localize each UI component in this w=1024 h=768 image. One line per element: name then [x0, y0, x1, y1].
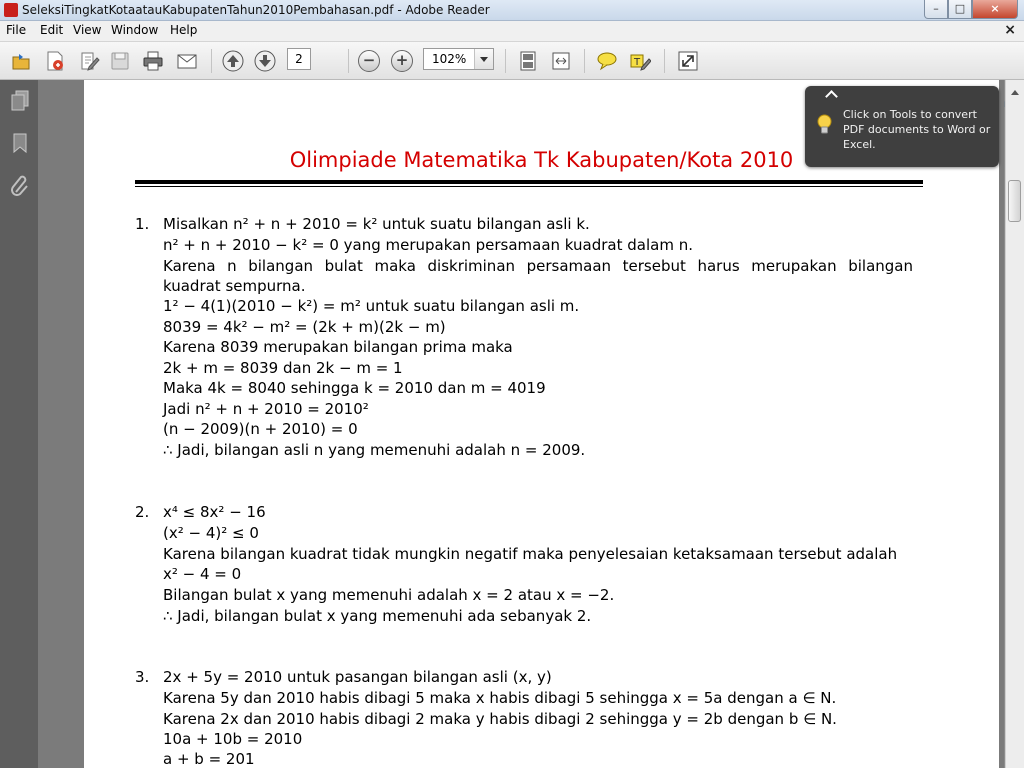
problem-line: Karena bilangan kuadrat tidak mungkin negatif maka penyelesaian ketaksamaan tersebut adalah — [163, 545, 898, 563]
toolbar-separator — [211, 49, 212, 73]
email-icon[interactable] — [176, 50, 198, 72]
problem-number: 3. — [135, 668, 150, 686]
scroll-thumb[interactable] — [1008, 180, 1021, 222]
title-bar — [0, 0, 1024, 21]
svg-text:T: T — [634, 57, 641, 68]
scroll-up-icon[interactable] — [1008, 82, 1022, 96]
problem-line: Bilangan bulat x yang memenuhi adalah x = 2 atau x = −2. — [163, 586, 615, 604]
problem-line: Karena 2x dan 2010 habis dibagi 2 maka y habis dibagi 2 sehingga y = 2b dengan b ∈ N. — [163, 710, 837, 728]
highlight-text-icon[interactable] — [629, 50, 651, 72]
open-file-icon[interactable] — [10, 50, 32, 72]
menu-help[interactable]: Help — [170, 23, 198, 37]
zoom-out-button[interactable]: − — [358, 50, 380, 72]
toolbar-separator — [505, 49, 506, 73]
window-title: SeleksiTingkatKotaatauKabupatenTahun2010Pembahasan.pdf - Adobe Reader — [22, 3, 490, 17]
document-title: Olimpiade Matematika Tk Kabupaten/Kota 2010 — [289, 148, 794, 172]
menu-window[interactable]: Window — [111, 23, 159, 37]
page-thumbnails-icon[interactable] — [10, 90, 30, 112]
next-page-icon[interactable] — [254, 50, 276, 72]
problem-line: Misalkan n² + n + 2010 = k² untuk suatu bilangan asli k. — [163, 215, 590, 233]
problem-number: 2. — [135, 503, 150, 521]
problem-line: Karena n bilangan bulat maka diskriminan persamaan tersebut harus merupakan bilangan — [163, 257, 913, 275]
menu-file[interactable]: File — [6, 23, 27, 37]
toolbar — [0, 42, 1024, 80]
problem-line: 2k + m = 8039 dan 2k − m = 1 — [163, 359, 403, 377]
print-icon[interactable] — [142, 50, 164, 72]
minimize-button[interactable]: – — [924, 0, 948, 19]
problem-line: Jadi n² + n + 2010 = 2010² — [163, 400, 369, 418]
close-document-icon[interactable]: × — [1004, 22, 1016, 38]
navigation-pane — [0, 80, 38, 768]
pdf-page — [84, 80, 999, 768]
problem-line: Karena 5y dan 2010 habis dibagi 5 maka x habis dibagi 5 sehingga x = 5a dengan a ∈ N. — [163, 689, 837, 707]
fit-width-icon[interactable] — [550, 50, 572, 72]
problem-line: (n − 2009)(n + 2010) = 0 — [163, 420, 358, 438]
vertical-scrollbar[interactable] — [1005, 80, 1024, 768]
close-window-button[interactable]: × — [972, 0, 1018, 19]
full-screen-icon[interactable] — [677, 50, 699, 72]
problem-conclusion: ∴ Jadi, bilangan asli n yang memenuhi adalah n = 2009. — [163, 441, 586, 459]
chevron-down-icon[interactable] — [474, 49, 493, 69]
problem-line: Karena 8039 merupakan bilangan prima maka — [163, 338, 513, 356]
zoom-in-button[interactable]: + — [391, 50, 413, 72]
problem-line: x⁴ ≤ 8x² − 16 — [163, 503, 266, 521]
maximize-button[interactable]: □ — [948, 0, 972, 19]
problem-line: kuadrat sempurna. — [163, 277, 306, 295]
sticky-note-icon[interactable] — [596, 50, 618, 72]
problem-line: a + b = 201 — [163, 750, 255, 768]
toolbar-separator — [348, 49, 349, 73]
problem-line: x² − 4 = 0 — [163, 565, 242, 583]
create-pdf-icon[interactable] — [44, 50, 66, 72]
chevron-up-icon[interactable] — [825, 90, 838, 103]
edit-document-icon[interactable] — [78, 50, 100, 72]
menu-edit[interactable]: Edit — [40, 23, 64, 37]
menu-bar — [0, 21, 1024, 42]
attachments-icon[interactable] — [10, 174, 30, 196]
problem-line: n² + n + 2010 − k² = 0 yang merupakan persamaan kuadrat dalam n. — [163, 236, 693, 254]
menu-view[interactable]: View — [73, 23, 102, 37]
title-rule — [135, 180, 923, 184]
tooltip-text: Click on Tools to convert PDF documents to Word or Excel. — [843, 108, 991, 151]
problem-conclusion: ∴ Jadi, bilangan bulat x yang memenuhi ada sebanyak 2. — [163, 607, 592, 625]
bookmarks-icon[interactable] — [10, 132, 30, 154]
toolbar-separator — [584, 49, 585, 73]
adobe-reader-icon — [4, 3, 18, 17]
zoom-select[interactable] — [423, 48, 494, 70]
problem-line: (x² − 4)² ≤ 0 — [163, 524, 259, 542]
title-rule — [135, 186, 923, 187]
tools-tooltip — [805, 86, 999, 167]
problem-line: 8039 = 4k² − m² = (2k + m)(2k − m) — [163, 318, 446, 336]
problem-line: 10a + 10b = 2010 — [163, 730, 303, 748]
problem-line: 1² − 4(1)(2010 − k²) = m² untuk suatu bilangan asli m. — [163, 297, 580, 315]
problem-number: 1. — [135, 215, 150, 233]
page-number-input[interactable] — [287, 48, 311, 70]
lightbulb-icon — [817, 114, 832, 136]
problem-line: Maka 4k = 8040 sehingga k = 2010 dan m = 4019 — [163, 379, 546, 397]
document-area[interactable] — [38, 80, 1004, 768]
fit-page-icon[interactable] — [517, 50, 539, 72]
toolbar-separator — [664, 49, 665, 73]
zoom-value: 102% — [432, 52, 467, 66]
save-icon[interactable] — [109, 50, 131, 72]
previous-page-icon[interactable] — [222, 50, 244, 72]
problem-line: 2x + 5y = 2010 untuk pasangan bilangan asli (x, y) — [163, 668, 552, 686]
